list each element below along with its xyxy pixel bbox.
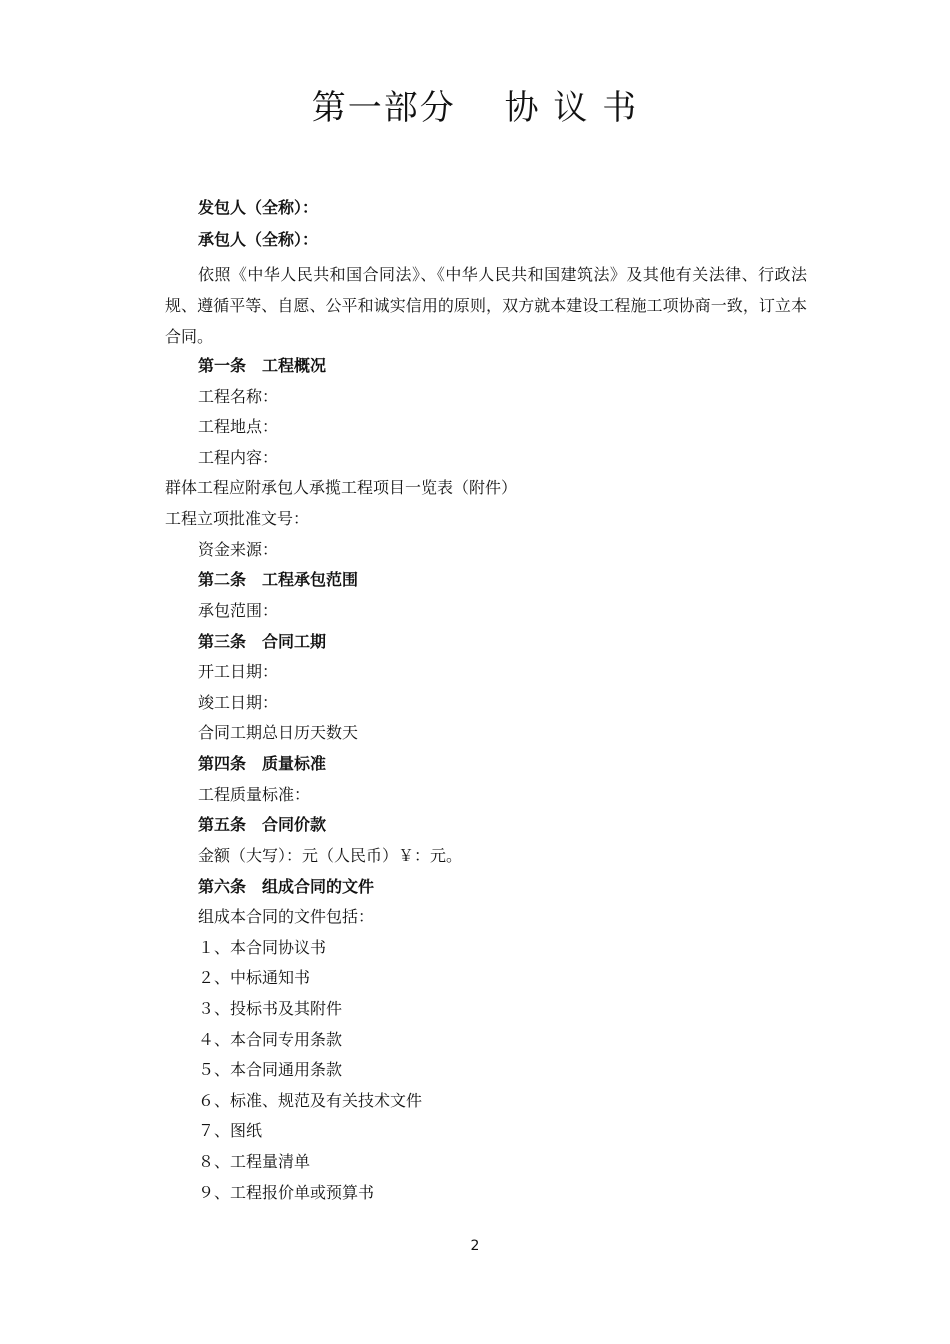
document-list-item: ３、投标书及其附件 bbox=[198, 999, 343, 1018]
start-date-field: 开工日期： bbox=[198, 662, 279, 681]
document-list-item: ４、本合同专用条款 bbox=[198, 1030, 343, 1049]
completion-date-field: 竣工日期： bbox=[198, 693, 279, 712]
group-project-note: 群体工程应附承包人承揽工程项目一览表（附件） bbox=[165, 478, 518, 497]
article-1-heading: 第一条 工程概况 bbox=[198, 356, 327, 375]
party-b-label: 承包人（全称）： bbox=[198, 230, 319, 249]
funding-source-field: 资金来源： bbox=[198, 540, 279, 559]
document-list-item: ５、本合同通用条款 bbox=[198, 1060, 343, 1079]
contract-amount-field: 金额（大写）：元（人民币）￥：元。 bbox=[198, 846, 463, 865]
project-content-field: 工程内容： bbox=[198, 448, 279, 467]
document-list-item: ６、标准、规范及有关技术文件 bbox=[198, 1091, 423, 1110]
document-list-item: ９、工程报价单或预算书 bbox=[198, 1183, 375, 1202]
preamble-paragraph: 依照《中华人民共和国合同法》、《中华人民共和国建筑法》及其他有关法律、行政法规、遵循平等、自愿、公平和诚实信用的原则，双方就本建设工程施工项协商一致，订立本合同。 bbox=[165, 265, 807, 346]
project-name-field: 工程名称： bbox=[198, 387, 279, 406]
quality-standard-field: 工程质量标准： bbox=[198, 785, 311, 804]
article-6-heading: 第六条 组成合同的文件 bbox=[198, 877, 375, 896]
contract-scope-field: 承包范围： bbox=[198, 601, 279, 620]
total-duration-field: 合同工期总日历天数天 bbox=[198, 723, 359, 742]
party-a-label: 发包人（全称）： bbox=[198, 198, 319, 217]
article-4-heading: 第四条 质量标准 bbox=[198, 754, 327, 773]
project-location-field: 工程地点： bbox=[198, 417, 279, 436]
article-5-heading: 第五条 合同价款 bbox=[198, 815, 327, 834]
documents-intro: 组成本合同的文件包括： bbox=[198, 907, 375, 926]
article-3-heading: 第三条 合同工期 bbox=[198, 632, 327, 651]
approval-number-field: 工程立项批准文号： bbox=[165, 509, 310, 528]
document-list-item: １、本合同协议书 bbox=[198, 938, 327, 957]
document-list-item: ２、中标通知书 bbox=[198, 968, 311, 987]
document-list-item: ７、图纸 bbox=[198, 1121, 263, 1140]
article-2-heading: 第二条 工程承包范围 bbox=[198, 570, 359, 589]
document-list-item: ８、工程量清单 bbox=[198, 1152, 311, 1171]
page-title: 第一部分 协 议 书 bbox=[311, 88, 639, 128]
page-number: 2 bbox=[470, 1238, 480, 1254]
